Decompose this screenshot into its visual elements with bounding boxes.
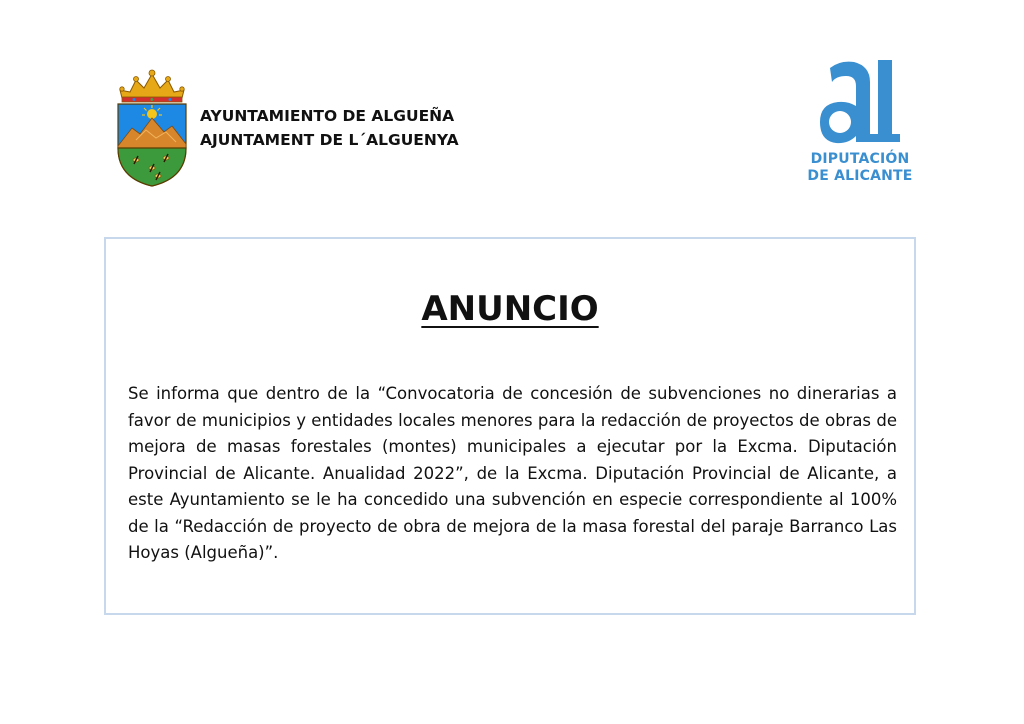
shield-icon	[118, 104, 186, 186]
council-name	[200, 104, 459, 152]
notice-body: Se informa que dentro de la “Convocatoria de concesión de subvenciones no dinerarias a favor de municipios y entidades locales menores para la redacción de proyectos de obras de mejora de masas forestales (montes) municipales a ejecutar por la Excma. Diputación Provincial de Alicante. Anualidad 2022”, de la Excma. Diputación Provincial de Alicante, a este Ayuntamiento se le ha concedido una subvención en especie correspondiente al 100% de la “Redacción de proyecto de obra de mejora de la masa forestal del paraje Barranco Las Hoyas (Algueña)”.	[128, 384, 897, 562]
council-name-spanish: AYUNTAMIENTO DE ALGUEÑA	[200, 107, 455, 125]
council-name-valencian: AJUNTAMENT DE L´ALGUENYA	[200, 131, 459, 149]
logo-line-2: DE ALICANTE	[807, 168, 913, 184]
notice-title: ANUNCIO	[421, 289, 599, 329]
diputacion-alicante-logo-icon	[818, 60, 902, 150]
diputacion-alicante-logo-text	[804, 151, 916, 185]
diputacion-alicante-logo	[804, 56, 916, 188]
crown-icon	[120, 70, 184, 102]
notice-box	[104, 237, 916, 615]
logo-line-1: DIPUTACIÓN	[810, 151, 910, 167]
municipal-coat-of-arms-icon	[112, 68, 192, 188]
